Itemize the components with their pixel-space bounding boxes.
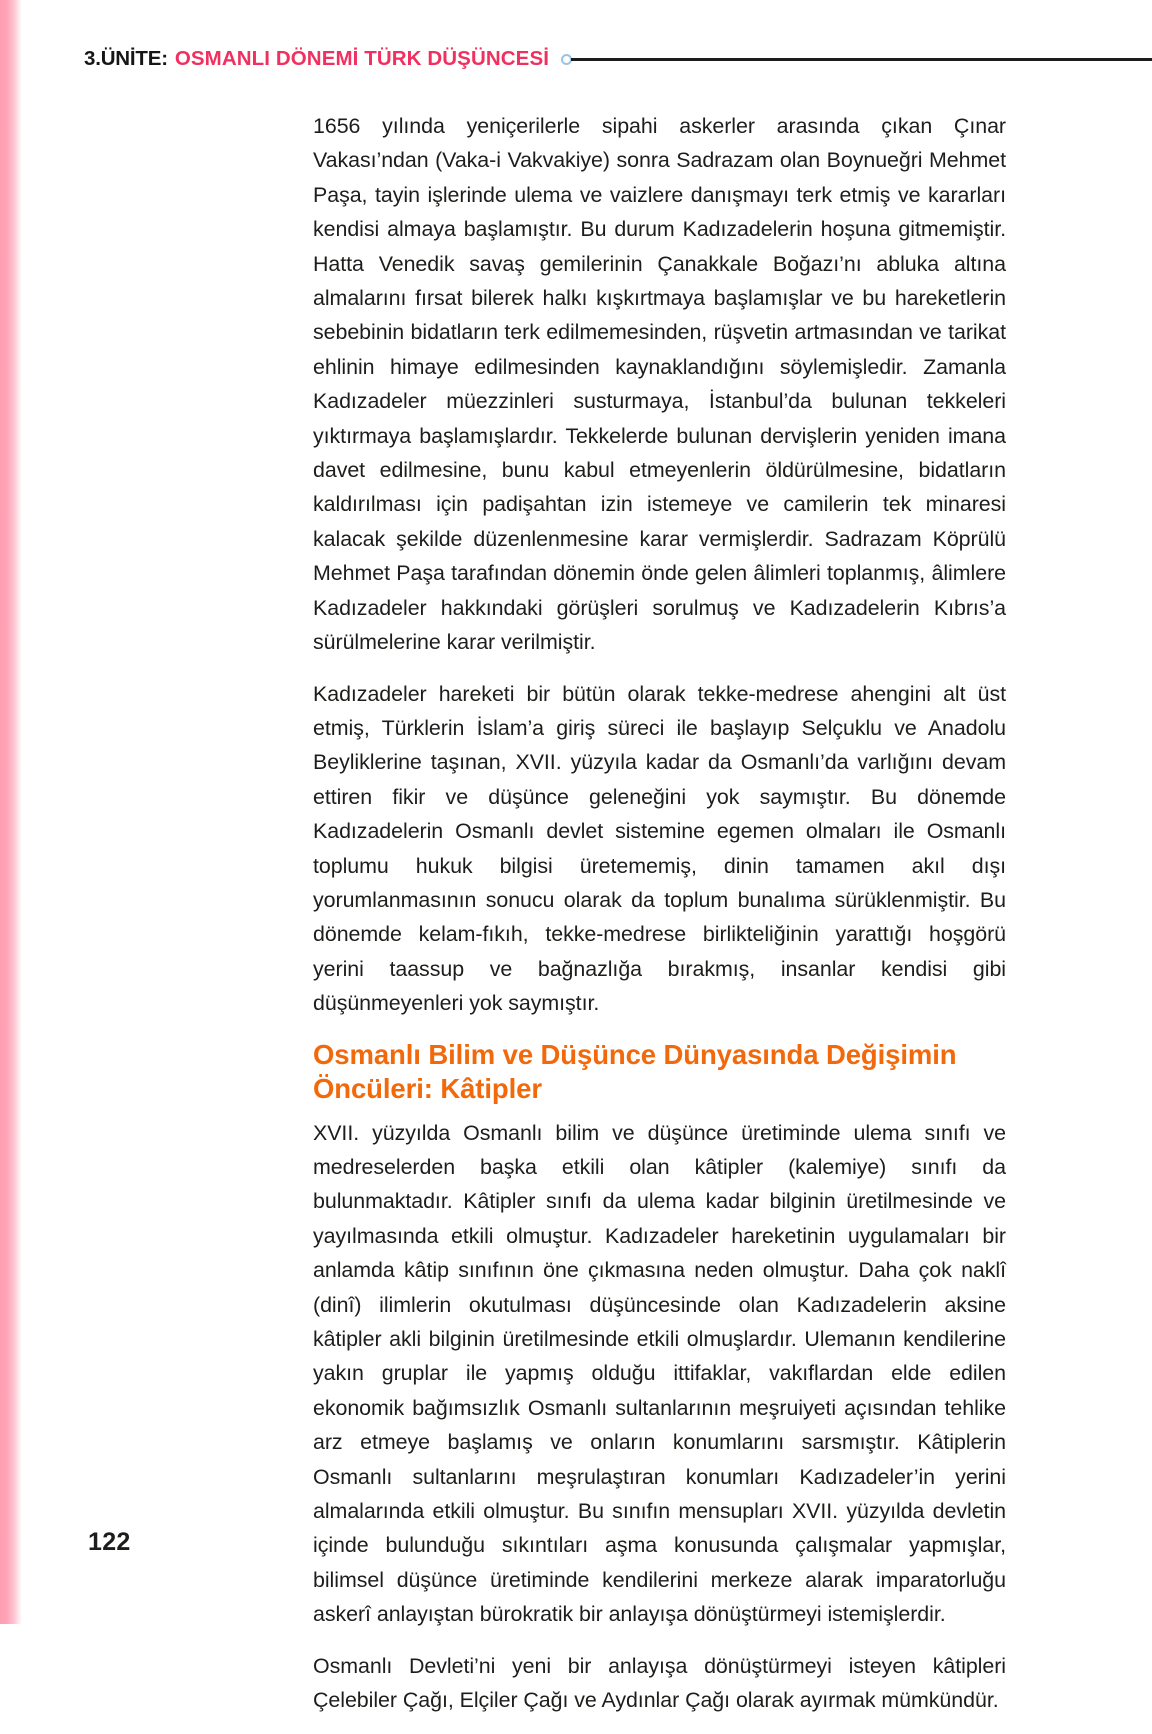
article-body (313, 109, 1006, 1734)
page-edge-decoration-bar (0, 0, 22, 1624)
paragraph: Kadızadeler hareketi bir bütün olarak tekke-medrese ahengini alt üst etmiş, Türklerin İslam’a giriş süreci ile başlayıp Selçuklu ve Anadolu Beyliklerine taşınan, XVII. yüzyıla kadar da Osmanlı’da varlığını devam ettiren fikir ve düşünce geleneğini yok saymıştır. Bu dönemde Kadızadelerin Osmanlı devlet sistemine egemen olmaları ile Osmanlı toplumu hukuk bilgisi üretememiş, dinin tamamen akıl dışı yorumlanmasının sonucu olarak da toplum bunalıma sürüklenmiştir. Bu dönemde kelam-fıkıh, tekke-medrese birlikteliğinin yarattığı hoşgörü yerini taassup ve bağnazlığa bırakmış, insanlar kendisi gibi düşünmeyenleri yok saymıştır. (313, 681, 1006, 1016)
page-number: 122 (88, 1528, 131, 1556)
paragraph: 1656 yılında yeniçerilerle sipahi askerler arasında çıkan Çınar Vakası’ndan (Vaka-i Vakvakiye) sonra Sadrazam olan Boynueğri Mehmet Paşa, tayin işlerinde ulema ve vaizlere danışmayı terk etmiş ve kararları kendisi almaya başlamıştır. Bu durum Kadızadelerin hoşuna gitmemiştir. Hatta Venedik savaş gemilerinin Çanakkale Boğazı’nı abluka altına almalarını fırsat bilerek halkı kışkırtmaya başlamışlar ve bu hareketlerin sebebinin bidatların terk edilmemesinden, rüşvetin artmasından ve tarikat ehlinin himaye edilmesinden kaynaklandığını söylemişledir. Zamanla Kadızadeler müezzinleri susturmaya, İstanbul’da bulunan tekkeleri yıktırmaya başlamışlardır. Tekkelerde bulunan dervişlerin yeniden imana davet edilmesine, bunu kabul etmeyenlerin öldürülmesine, bidatların kaldırılması için padişahtan izin istemeye ve camilerin tek minaresi kalacak şekilde düzenlenmesine karar vermişlerdir. Sadrazam Köprülü Mehmet Paşa tarafından dönemin önde gelen âlimleri toplanmış, âlimlere Kadızadeler hakkındaki görüşleri sorulmuş ve Kadızadelerin Kıbrıs’a sürülmelerine karar verilmiştir. (313, 114, 1006, 655)
unit-label: 3.ÜNİTE: (84, 47, 168, 70)
header-rule-divider (571, 58, 1152, 61)
paragraph: XVII. yüzyılda Osmanlı bilim ve düşünce üretiminde ulema sınıfı ve medreselerden başka etkili olan kâtipler (kalemiye) sınıfı da bulunmaktadır. Kâtipler sınıfı da ulema kadar bilginin üretilmesinde ve yayılmasında etkili olmuştur. Kadızadeler hareketinin uygulamaları bir anlamda kâtip sınıfının öne çıkmasına neden olmuştur. Daha çok naklî (dinî) ilimlerin okutulması düşüncesinde olan Kadızadelerin aksine kâtipler akli bilginin üretilmesinde etkili olmuşlardır. Ulemanın kendilerine yakın gruplar ile yapmış olduğu ittifaklar, vakıflardan elde edilen ekonomik bağımsızlık Osmanlı sultanlarının meşruiyeti açısından tehlike arz etmeye başlamış ve onların konumlarını sarsmıştır. Kâtiplerin Osmanlı sultanlarını meşrulaştıran konumları Kadızadeler’in yerini almalarında etkili olmuştur. Bu sınıfın mensupları XVII. yüzyılda devletin içinde bulunduğu sıkıntıları aşma konusunda çalışmalar yapmışlar, bilimsel düşünce üretiminde kendilerini merkeze alarak imparatorluğu askerî anlayıştan bürokratik bir anlayışa dönüştürmeyi istemişlerdir. (313, 1120, 1006, 1627)
running-header (84, 42, 1152, 76)
unit-title: OSMANLI DÖNEMİ TÜRK DÜŞÜNCESİ (174, 47, 550, 70)
paragraph: Osmanlı Devleti’ni yeni bir anlayışa dönüştürmeyi isteyen kâtipleri Çelebiler Çağı, Elçiler Çağı ve Aydınlar Çağı olarak ayırmak mümkündür. (313, 1653, 1006, 1713)
section-heading-line-2: Öncüleri: Kâtipler (313, 1072, 542, 1104)
section-heading-line-1: Osmanlı Bilim ve Düşünce Dünyasında Değişimin (313, 1038, 957, 1070)
section-heading (313, 1038, 1006, 1106)
